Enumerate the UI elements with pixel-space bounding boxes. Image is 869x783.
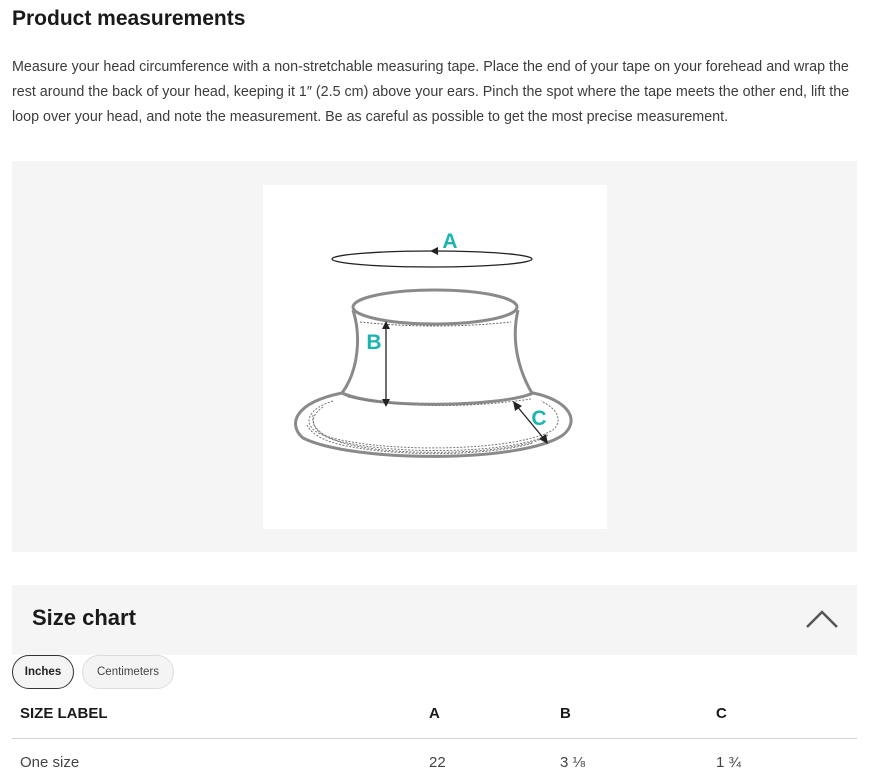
header-b: B	[560, 705, 571, 722]
circumference-arrowhead	[430, 247, 438, 255]
size-chart-title: Size chart	[32, 605, 136, 630]
measurement-diagram-panel	[12, 161, 857, 552]
table-row	[12, 740, 857, 783]
label-a: A	[442, 230, 458, 253]
unit-toggle-inches[interactable]: Inches	[12, 655, 74, 689]
size-table-header	[12, 704, 857, 739]
bucket-hat-illustration	[263, 185, 607, 529]
header-size-label: SIZE LABEL	[20, 705, 108, 722]
cell-c: 1 ¾	[716, 754, 742, 771]
page-title: Product measurements	[12, 7, 246, 30]
cell-size-label: One size	[20, 754, 80, 771]
cell-b: 3 ⅛	[560, 754, 586, 771]
cell-a: 22	[429, 754, 446, 771]
size-chart-header[interactable]	[12, 585, 857, 655]
label-c: C	[531, 407, 547, 430]
hat-top	[353, 290, 517, 324]
header-a: A	[429, 705, 440, 722]
measurement-instructions: Measure your head circumference with a non-stretchable measuring tape. Place the end of your tape on your forehead and wrap the rest around the back of your head, keeping it 1″ (2.5 cm) above your ears. Pinch the spot where the tape meets the other end, lift the loop over your head, and note the measurement. Be as careful as possible to get the most precise measurement.	[12, 59, 850, 125]
collapse-button[interactable]	[805, 607, 839, 631]
header-c: C	[716, 705, 727, 722]
circumference-loop	[332, 251, 532, 267]
unit-toggle-centimeters[interactable]: Centimeters	[82, 655, 174, 689]
label-b: B	[366, 331, 382, 354]
chevron-up-icon	[805, 607, 839, 631]
bucket-hat-diagram	[263, 185, 607, 529]
